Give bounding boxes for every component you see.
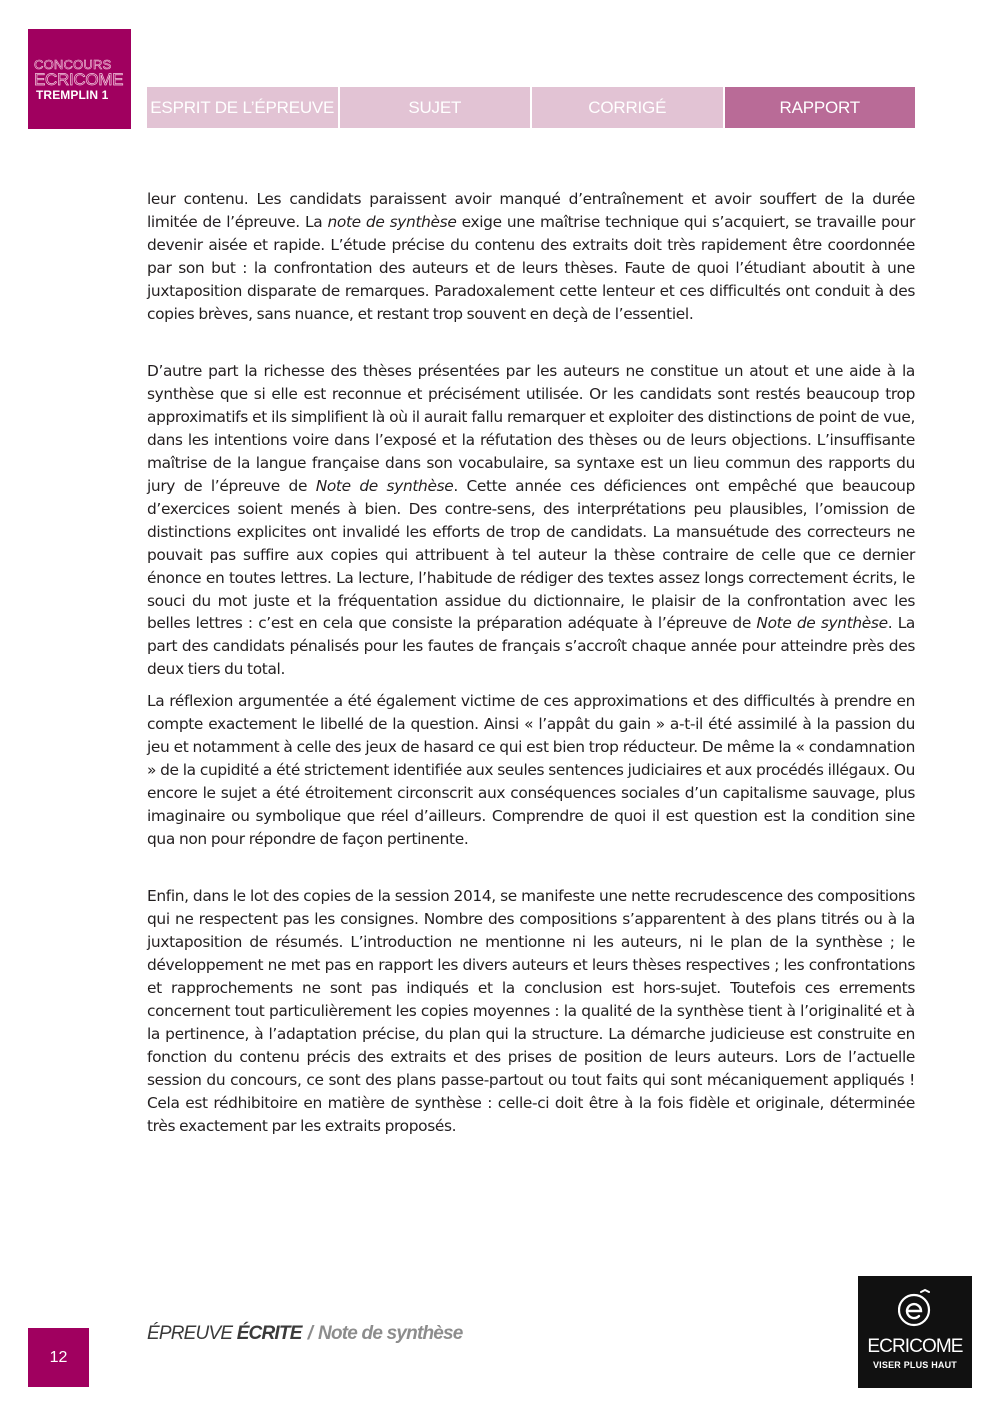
footer-label-slash: / <box>307 1323 313 1344</box>
footer-label-epreuve: ÉPREUVE <box>147 1323 237 1344</box>
footer-label-ecrite: ÉCRITE <box>236 1323 302 1344</box>
paragraph-1-emphasis: note de synthèse <box>327 212 457 231</box>
ecricome-e-icon <box>898 1286 932 1330</box>
tab-esprit-epreuve[interactable]: ESPRIT DE L’ÉPREUVE <box>147 87 338 128</box>
footer-section-label <box>147 1323 463 1345</box>
paragraph-2-emphasis: Note de synthèse <box>315 476 454 495</box>
brand-logo <box>28 29 131 129</box>
tab-sujet[interactable]: SUJET <box>340 87 531 128</box>
paragraph-2-text-cont: . Cette année ces déficiences ont empêché que beaucoup d’exercices soient menés à bien. Des contre-sens, des interprétations peu plausibles, l’omission de distinctions explicites ont invalidé les efforts de trop de candidats. La mansuétude des correcteurs ne pouvait pas suffire aux copies qui attribuent à tel auteur la thèse contraire de celle que ce dernier énonce en toutes lettres. La lecture, l’habitude de rédiger des textes assez longs correctement écrits, le souci du mot juste et la fréquentation assidue du dictionnaire, le plaisir de la confrontation avec les belles lettres : c’est en cela que consiste la préparation adéquate à l’épreuve de <box>147 476 915 633</box>
paragraph-1-text-cont: exige une maîtrise technique qui s’acquiert, se travaille pour devenir aisée et rapide. L’étude précise du contenu des extraits doit très rapidement être coordonnée par son but : la confrontation des auteurs et de leurs thèses. Faute de quoi l’étudiant aboutit à une juxtaposition disparate de remarques. Paradoxalement cette lenteur et ces difficultés ont conduit à des copies brèves, sans nuance, et restant trop souvent en deçà de l’essentiel. <box>147 212 915 323</box>
paragraph-2-text: D’autre part la richesse des thèses présentées par les auteurs ne constitue un atout et une aide à la synthèse que si elle est reconnue et précisément utilisée. Or les candidats sont restés beaucoup trop approximatifs et ils simplifient là où il aurait fallu remarquer et exploiter des distinctions de point de vue, dans les intentions voire dans l’exposé et la réfutation des thèses ou de leurs objections. L’insuffisante maîtrise de la langue française dans son vocabulaire, sa syntaxe est un lieu commun des rapports du jury de l’épreuve de <box>147 362 915 495</box>
paragraph-4: Enfin, dans le lot des copies de la session 2014, se manifeste une nette recrudescence des compositions qui ne respectent pas les consignes. Nombre des compositions s’apparentent à des plans titrés ou à la juxtaposition de résumés. L’introduction ne mentionne ni les auteurs, ni le plan de la synthèse ; le développement ne met pas en rapport les divers auteurs et leurs thèses respectives ; les confrontations et rapprochements ne sont pas indiqués et la conclusion est hors-sujet. Toutefois ces errements concernent tout particulièrement les copies moyennes : la qualité de la synthèse tient à l’originalité et à la pertinence, à l’adaptation précise, du plan qui la structure. La démarche judicieuse est construite en fonction du contenu précis des extraits et des prises de position de leurs auteurs. Lors de l’actuelle session du concours, ce sont des plans passe-partout ou tout faits qui sont mécaniquement appliqués ! Cela est rédhibitoire en matière de synthèse : celle-ci doit être à la fois fidèle et originale, déterminée très exactement par les extraits proposés. <box>147 887 915 1135</box>
paragraph-2-emphasis-2: Note de synthèse <box>756 614 888 633</box>
paragraph-2-text-end: . La part des candidats pénalisés pour les fautes de français s’accroît chaque année pour atteindre près des deux tiers du total. <box>147 614 915 679</box>
tab-corrige[interactable]: CORRIGÉ <box>532 87 723 128</box>
ecricome-logo <box>858 1276 972 1388</box>
logo-tagline: VISER PLUS HAUT <box>872 1360 957 1370</box>
paragraph-3: La réflexion argumentée a été également victime de ces approximations et des difficultés à prendre en compte exactement le libellé de la question. Ainsi « l’appât du gain » a-t-il été assimilé à la passion du jeu et notamment à celle des jeux de hasard ce qui est bien trop réducteur. De même la « condamnation » de la cupidité a été strictement identifiée aux seules sentences judiciaires et aux procédés illégaux. Ou encore le sujet a été étroitement circonscrit aux conséquences sociales d’un capitalisme sauvage, plus imaginaire ou symbolique que réel d’ailleurs. Comprendre de quoi il est question est la condition sine qua non pour répondre de façon pertinente. <box>147 692 915 848</box>
paragraph-2 <box>147 360 915 681</box>
tab-rapport[interactable]: RAPPORT <box>725 87 916 128</box>
report-body <box>147 188 915 1137</box>
logo-name: ECRICOME <box>867 1336 963 1357</box>
brand-line-concours: CONCOURS <box>34 57 112 72</box>
brand-line-tremplin: TREMPLIN 1 <box>36 88 109 102</box>
brand-line-ecricome: ECRICOME <box>34 70 124 89</box>
paragraph-1-text: leur contenu. Les candidats paraissent avoir manqué d’entraînement et avoir souffert de la durée limitée de l’épreuve. La <box>147 190 915 231</box>
page-number: 12 <box>28 1328 89 1387</box>
paragraph-1 <box>147 188 915 325</box>
footer-label-subject: Note de synthèse <box>318 1323 463 1344</box>
section-tabs <box>147 87 915 128</box>
